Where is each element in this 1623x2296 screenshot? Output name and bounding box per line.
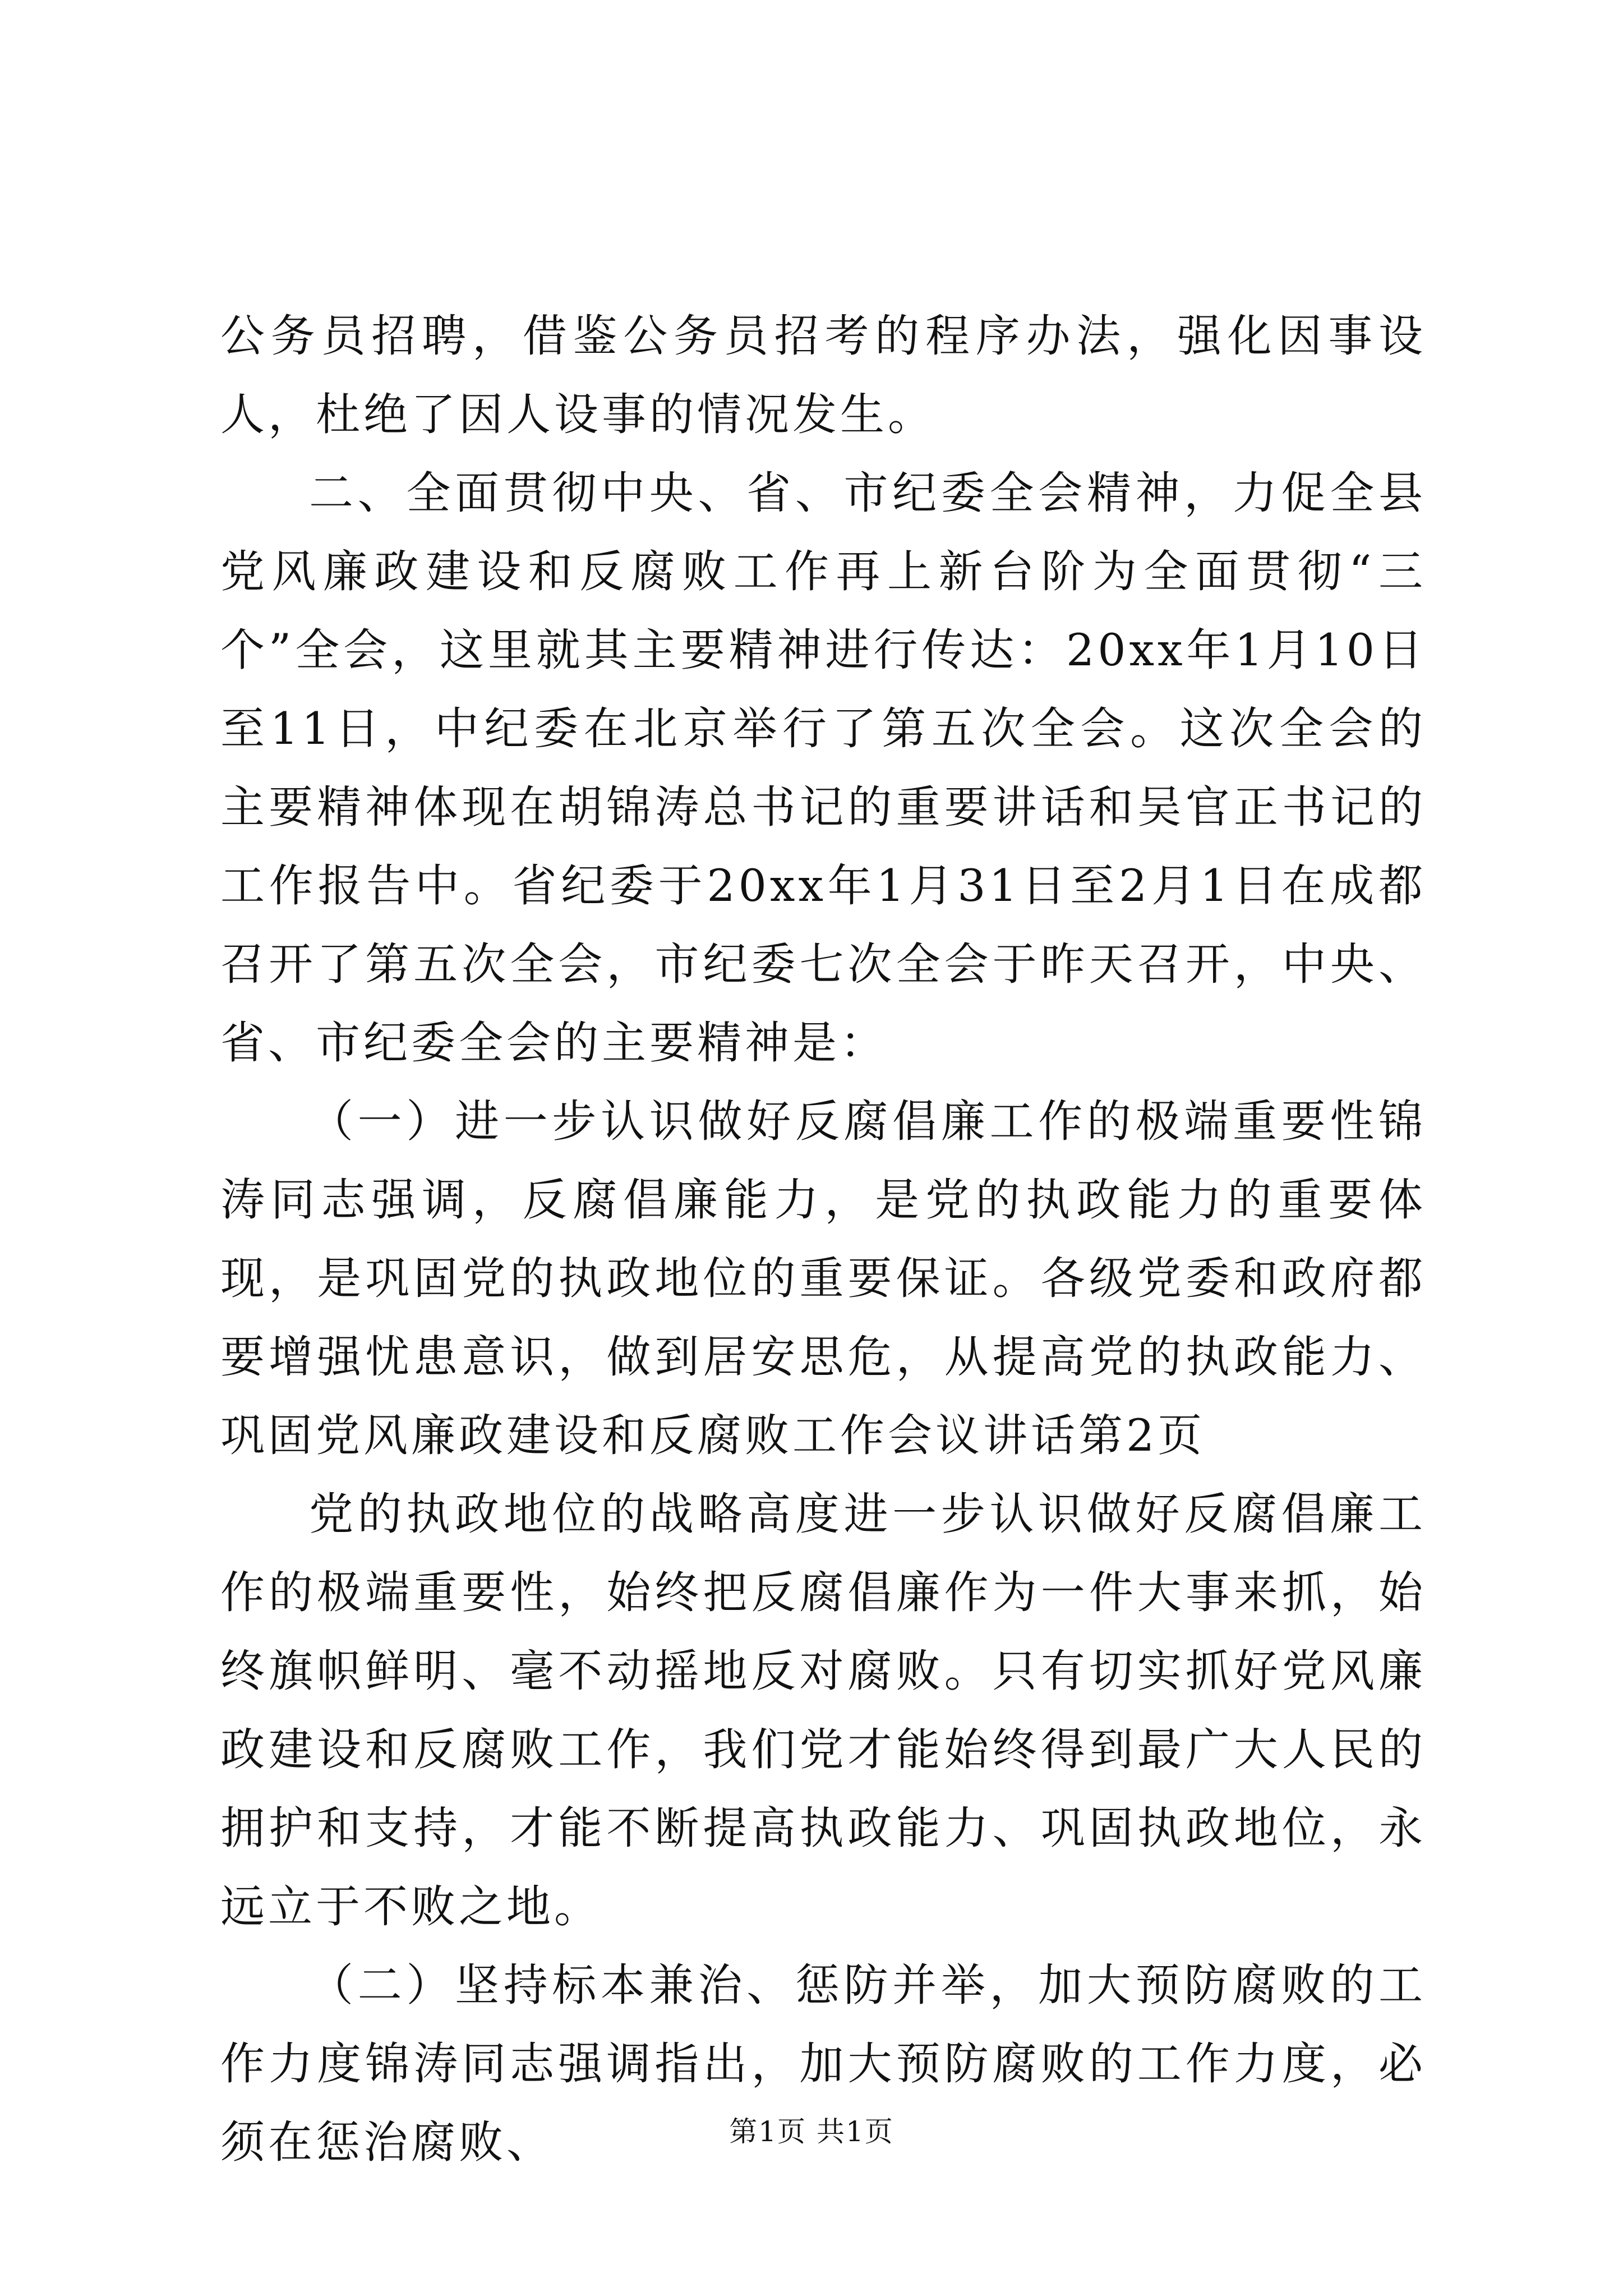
paragraph-4: 党的执政地位的战略高度进一步认识做好反腐倡廉工作的极端重要性，始终把反腐倡廉作为一件大事来抓，始终旗帜鲜明、毫不动摇地反对腐败。只有切实抓好党风廉政建设和反腐败工作，我们党才能始终得到最广大人民的拥护和支持，才能不断提高执政能力、巩固执政地位，永远立于不败之地。 <box>220 1488 1426 1932</box>
paragraph-5: （二）坚持标本兼治、惩防并举，加大预防腐败的工作力度锦涛同志强调指出，加大预防腐败的工作力度，必须在惩治腐败、 <box>220 1959 1426 2168</box>
paragraph-2: 二、全面贯彻中央、省、市纪委全会精神，力促全县党风廉政建设和反腐败工作再上新台阶为全面贯彻“三个”全会，这里就其主要精神进行传达：20xx年1月10日至11日，中纪委在北京举行了第五次全会。这次全会的主要精神体现在胡锦涛总书记的重要讲话和吴官正书记的工作报告中。省纪委于20xx年1月31日至2月1日在成都召开了第五次全会，市纪委七次全会于昨天召开，中央、省、市纪委全会的主要精神是： <box>220 467 1426 1069</box>
page-footer: 第1页 共1页 <box>729 2115 894 2148</box>
paragraph-1: 公务员招聘，借鉴公务员招考的程序办法，强化因事设人，杜绝了因人设事的情况发生。 <box>220 310 1426 440</box>
paragraph-3: （一）进一步认识做好反腐倡廉工作的极端重要性锦涛同志强调，反腐倡廉能力，是党的执政能力的重要体现，是巩固党的执政地位的重要保证。各级党委和政府都要增强忧患意识，做到居安思危，从提高党的执政能力、巩固党风廉政建设和反腐败工作会议讲话第2页 <box>220 1096 1426 1461</box>
document-body <box>220 297 1426 2182</box>
